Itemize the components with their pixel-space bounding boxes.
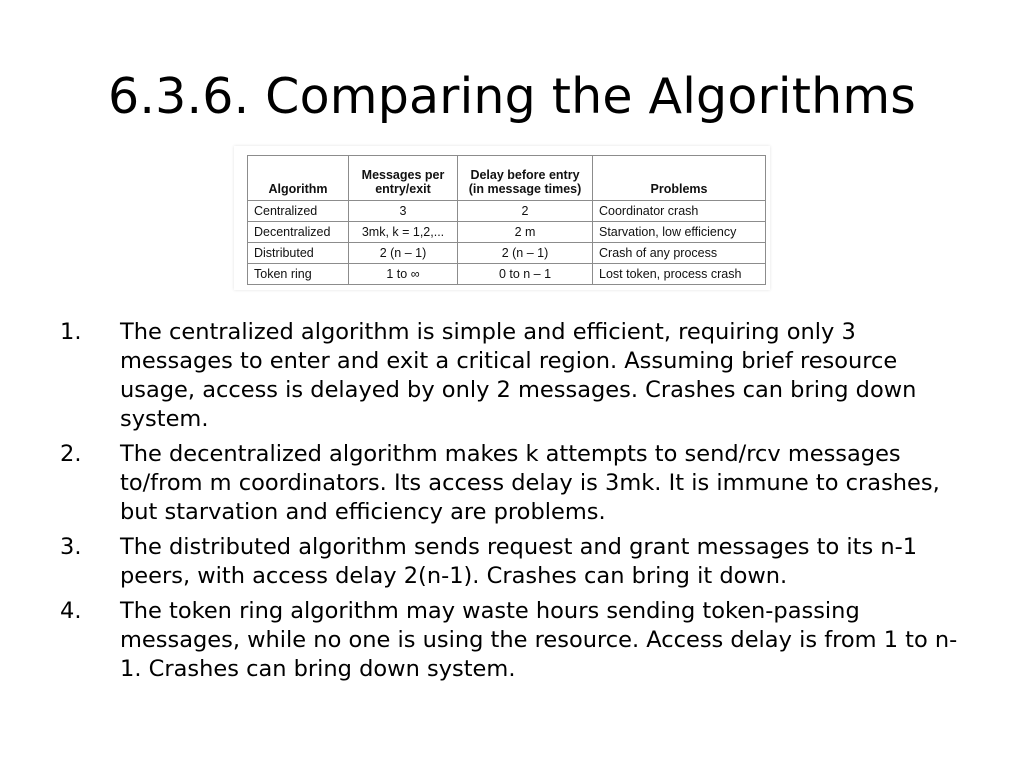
header-messages (349, 156, 458, 201)
list-item-number: 1. (60, 319, 82, 345)
comparison-points-list (60, 318, 970, 690)
cell-problems: Lost token, process crash (593, 264, 766, 285)
table-header-row (248, 156, 766, 201)
cell-algorithm: Distributed (248, 243, 349, 264)
header-problems: Problems (593, 156, 766, 201)
cell-algorithm: Token ring (248, 264, 349, 285)
cell-delay: 0 to n – 1 (458, 264, 593, 285)
list-item-number: 3. (60, 534, 82, 560)
list-item (60, 440, 970, 527)
cell-messages: 3mk, k = 1,2,... (349, 222, 458, 243)
list-item-number: 4. (60, 598, 82, 624)
cell-messages: 2 (n – 1) (349, 243, 458, 264)
list-item-text: The centralized algorithm is simple and efficient, requiring only 3 messages to enter and exit a critical region. Assuming brief resource usage, access is delayed by only 2 messages. Crashes can bring down system. (120, 319, 917, 432)
cell-messages: 3 (349, 201, 458, 222)
table-row (248, 243, 766, 264)
list-item-text: The token ring algorithm may waste hours sending token-passing messages, while no one is using the resource. Access delay is from 1 to n-1. Crashes can bring down system. (120, 598, 958, 682)
slide-title: 6.3.6. Comparing the Algorithms (107, 68, 917, 125)
list-item-text: The decentralized algorithm makes k attempts to send/rcv messages to/from m coordinators. Its access delay is 3mk. It is immune to crashes, but starvation and efficiency are problems. (120, 441, 940, 525)
cell-problems: Coordinator crash (593, 201, 766, 222)
list-item (60, 318, 970, 434)
list-item (60, 533, 970, 591)
table-row (248, 201, 766, 222)
cell-delay: 2 (n – 1) (458, 243, 593, 264)
header-algorithm: Algorithm (248, 156, 349, 201)
cell-algorithm: Centralized (248, 201, 349, 222)
header-delay (458, 156, 593, 201)
header-messages-text: Messages per entry/exit (361, 168, 445, 196)
list-item (60, 597, 970, 684)
list-item-number: 2. (60, 441, 82, 467)
cell-messages: 1 to ∞ (349, 264, 458, 285)
table-row (248, 264, 766, 285)
cell-delay: 2 m (458, 222, 593, 243)
header-delay-text: Delay before entry (in message times) (468, 168, 582, 196)
list-item-text: The distributed algorithm sends request and grant messages to its n-1 peers, with access delay 2(n-1). Crashes can bring it down. (120, 534, 918, 589)
comparison-table (247, 155, 766, 285)
cell-delay: 2 (458, 201, 593, 222)
comparison-table-figure (234, 146, 770, 290)
cell-algorithm: Decentralized (248, 222, 349, 243)
cell-problems: Crash of any process (593, 243, 766, 264)
table-row (248, 222, 766, 243)
cell-problems: Starvation, low efficiency (593, 222, 766, 243)
